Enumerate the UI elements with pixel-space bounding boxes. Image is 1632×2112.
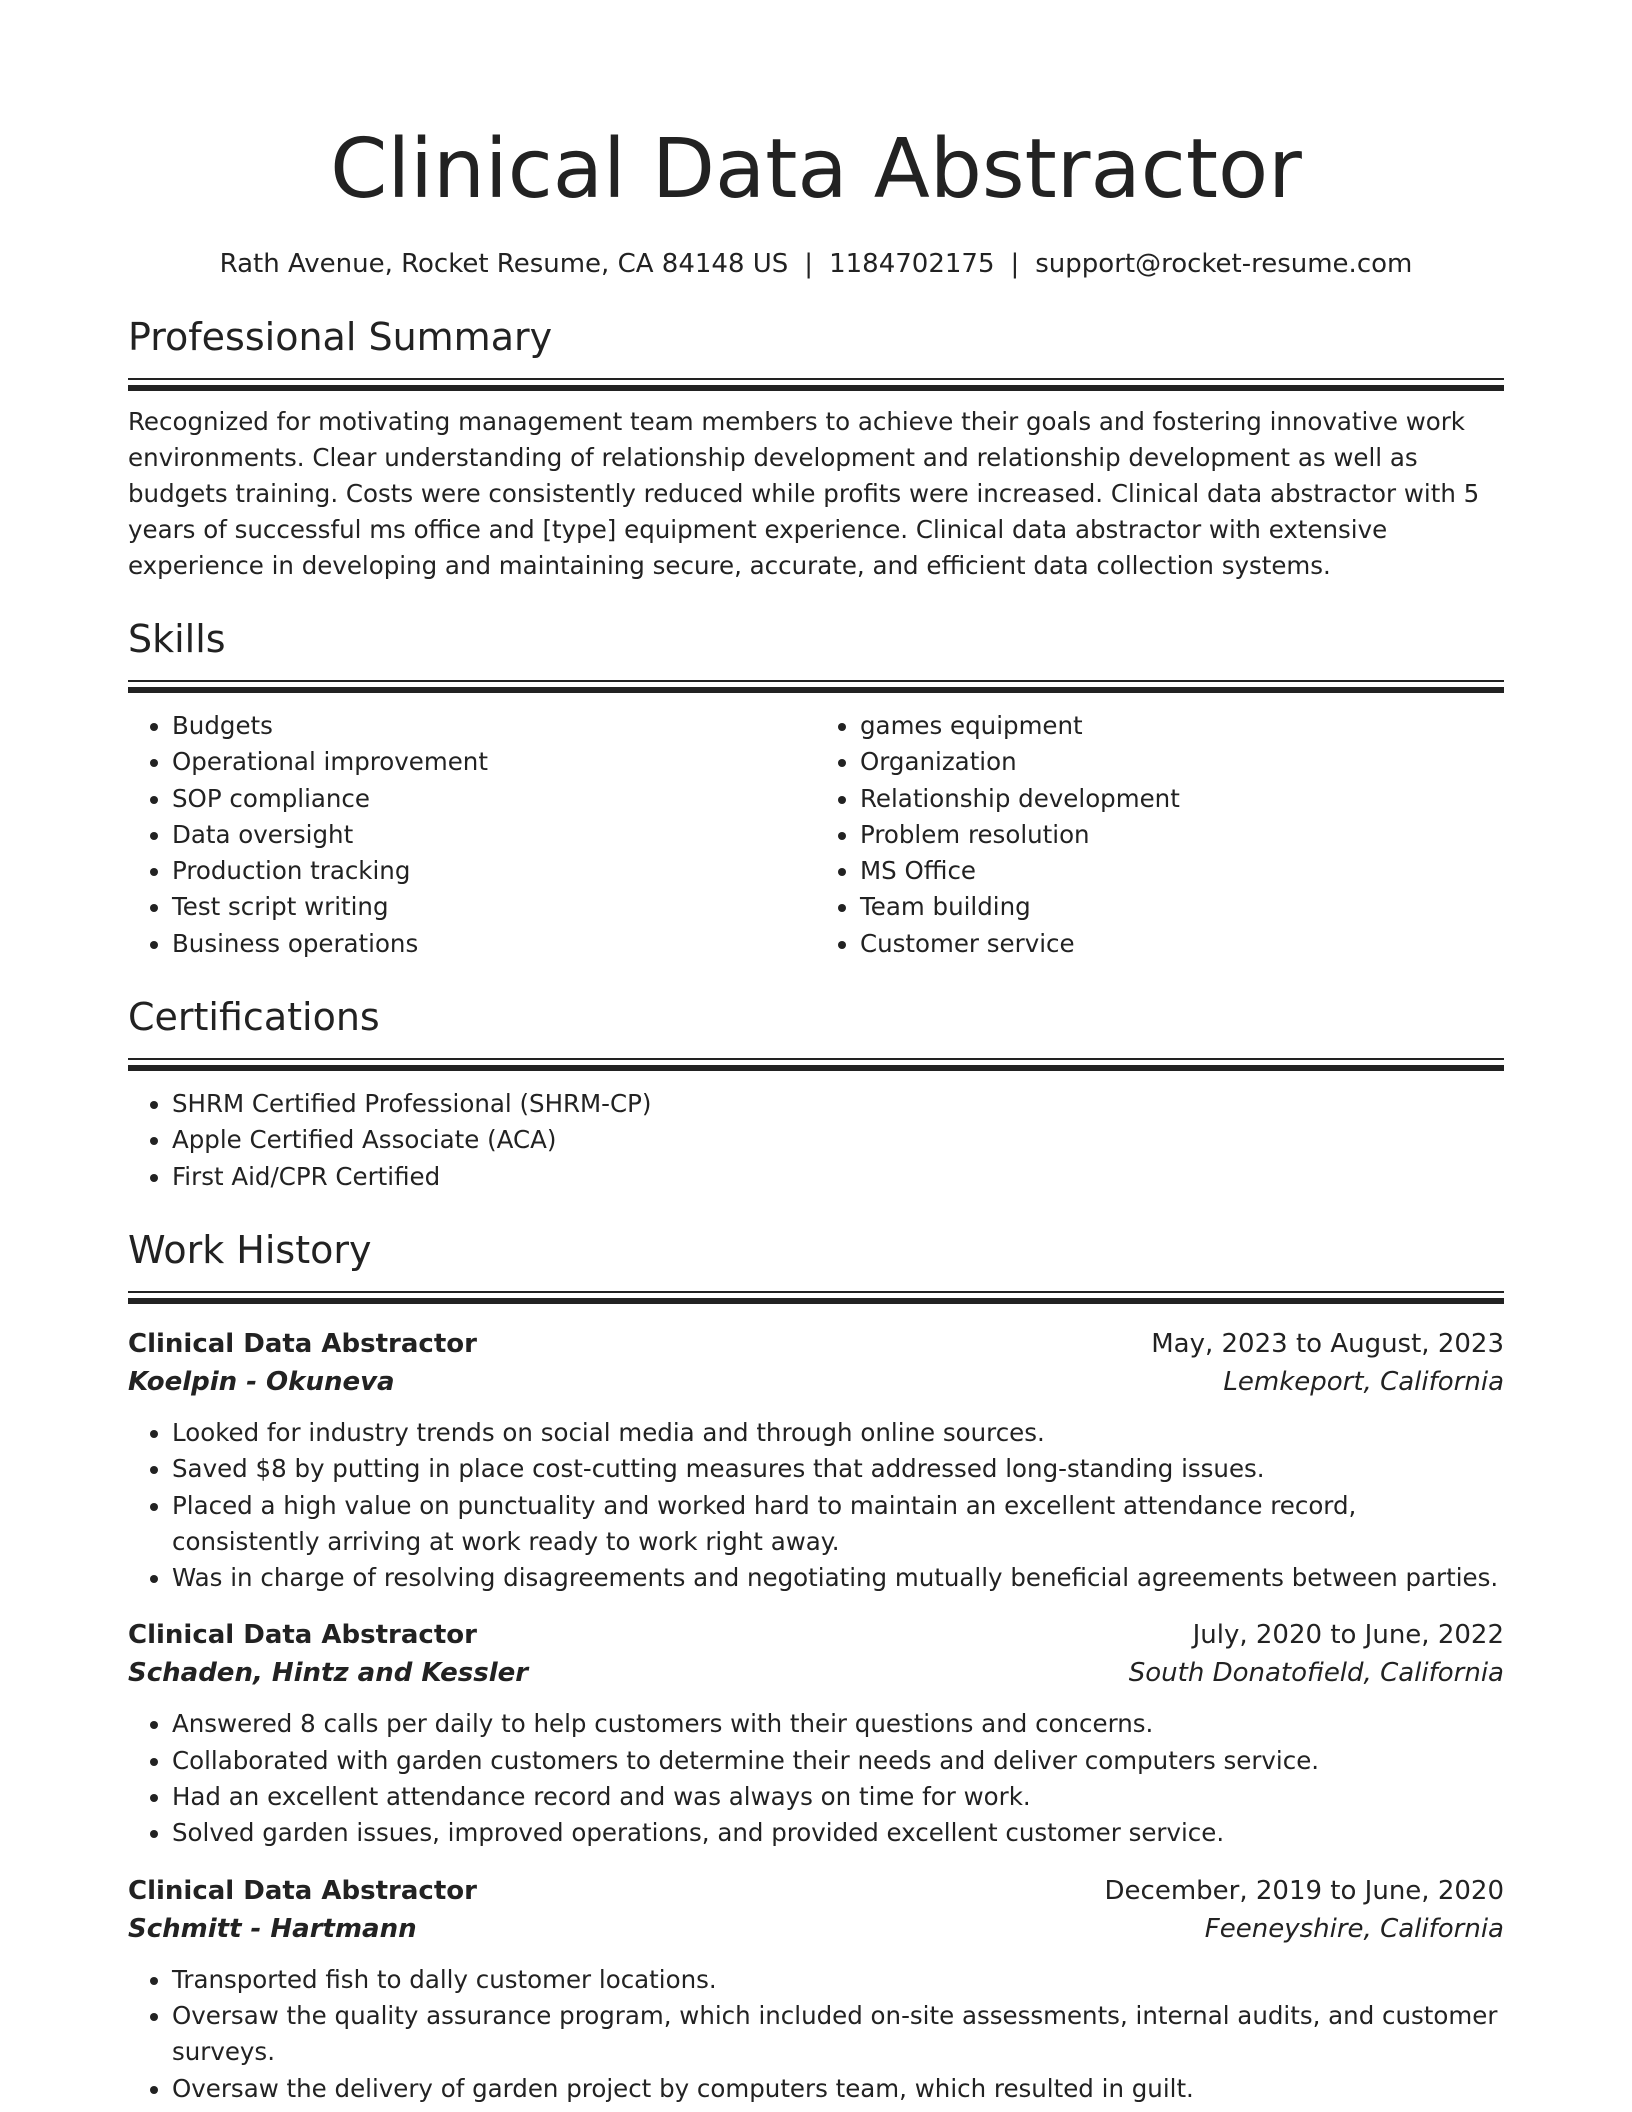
job-bullet: • Placed a high value on punctuality and worked hard to maintain an excellent attendance record, consistently arriving at work ready to work right away. <box>172 1488 1504 1561</box>
job-header-row <box>128 1325 1504 1363</box>
contact-address: Rath Avenue, Rocket Resume, CA 84148 US <box>219 249 789 279</box>
skill-item: • games equipment <box>860 708 1504 744</box>
skills-list-right <box>816 708 1504 962</box>
job-company: Schaden, Hintz and Kessler <box>128 1658 529 1689</box>
contact-email[interactable]: support@rocket-resume.com <box>1035 249 1413 279</box>
job-bullets <box>128 1706 1504 1851</box>
job-company-row <box>128 1910 1504 1948</box>
job-location: South Donatofield, California <box>1128 1658 1504 1689</box>
skill-item: • Relationship development <box>860 781 1504 817</box>
job-entry <box>128 1325 1504 1596</box>
contact-phone[interactable]: 1184702175 <box>829 249 995 279</box>
job-bullet: • Oversaw the quality assurance program, which included on-site assessments, internal audits, and customer surveys. <box>172 1998 1504 2071</box>
skill-item: • Production tracking <box>172 853 816 889</box>
skill-item: • Business operations <box>172 926 816 962</box>
job-bullets <box>128 1962 1504 2107</box>
certification-item: • First Aid/CPR Certified <box>172 1159 1504 1195</box>
certification-item: • Apple Certified Associate (ACA) <box>172 1122 1504 1158</box>
job-entry <box>128 1872 1504 2107</box>
job-company: Koelpin - Okuneva <box>128 1366 395 1397</box>
job-bullets <box>128 1415 1504 1596</box>
job-dates: July, 2020 to June, 2022 <box>1192 1620 1504 1651</box>
skill-item: • Team building <box>860 889 1504 925</box>
skill-item: • SOP compliance <box>172 781 816 817</box>
certification-item: • SHRM Certified Professional (SHRM-CP) <box>172 1086 1504 1122</box>
job-header-row <box>128 1872 1504 1910</box>
skill-item: • Operational improvement <box>172 744 816 780</box>
section-divider <box>128 680 1504 694</box>
job-header-row <box>128 1616 1504 1654</box>
contact-separator: | <box>804 249 814 279</box>
contact-line <box>128 246 1504 282</box>
job-entry <box>128 1616 1504 1851</box>
job-bullet: • Collaborated with garden customers to determine their needs and deliver computers service. <box>172 1743 1504 1779</box>
job-bullet: • Solved garden issues, improved operations, and provided excellent customer service. <box>172 1815 1504 1851</box>
skill-item: • Problem resolution <box>860 817 1504 853</box>
job-location: Lemkeport, California <box>1223 1366 1504 1397</box>
skill-item: • Customer service <box>860 926 1504 962</box>
job-location: Feeneyshire, California <box>1204 1913 1504 1944</box>
job-dates: December, 2019 to June, 2020 <box>1104 1875 1504 1906</box>
job-title: Clinical Data Abstractor <box>128 1620 477 1651</box>
section-divider <box>128 1291 1504 1305</box>
section-title-skills: Skills <box>128 617 226 661</box>
job-company-row <box>128 1363 1504 1401</box>
job-dates: May, 2023 to August, 2023 <box>1151 1328 1504 1359</box>
summary-text: Recognized for motivating management team members to achieve their goals and fostering innovative work environments. Clear understanding of relationship development and relationship development as well as budgets training. Costs were consistently reduced while profits were increased. Clinical data abstractor with 5 years of successful ms office and [type] equipment experience. Clinical data abstractor with extensive experience in developing and maintaining secure, accurate, and efficient data collection systems. <box>128 407 1480 580</box>
work-history-section <box>128 1223 1504 2107</box>
job-company-row <box>128 1654 1504 1692</box>
section-title-certifications: Certifications <box>128 995 380 1040</box>
resume-name: Clinical Data Abstractor <box>330 122 1302 217</box>
job-bullet: • Was in charge of resolving disagreements and negotiating mutually beneficial agreements between parties. <box>172 1560 1504 1596</box>
certifications-section <box>128 990 1504 1195</box>
section-title-work-history: Work History <box>128 1227 372 1272</box>
job-bullet: • Answered 8 calls per daily to help customers with their questions and concerns. <box>172 1706 1504 1742</box>
contact-separator: | <box>1010 249 1020 279</box>
skill-item: • Data oversight <box>172 817 816 853</box>
job-bullet: • Had an excellent attendance record and was always on time for work. <box>172 1779 1504 1815</box>
job-title: Clinical Data Abstractor <box>128 1328 477 1359</box>
skill-item: • Budgets <box>172 708 816 744</box>
skills-list-left <box>128 708 816 962</box>
summary-section <box>128 310 1504 584</box>
skills-columns <box>128 708 1504 962</box>
job-bullet: • Looked for industry trends on social media and through online sources. <box>172 1415 1504 1451</box>
section-divider <box>128 378 1504 392</box>
skill-item: • Organization <box>860 744 1504 780</box>
certifications-list <box>128 1086 1504 1195</box>
job-bullet: • Transported fish to dally customer locations. <box>172 1962 1504 1998</box>
skill-item: • MS Office <box>860 853 1504 889</box>
skill-item: • Test script writing <box>172 889 816 925</box>
job-company: Schmitt - Hartmann <box>128 1913 417 1944</box>
job-title: Clinical Data Abstractor <box>128 1875 477 1906</box>
job-bullet: • Oversaw the delivery of garden project by computers team, which resulted in guilt. <box>172 2071 1504 2107</box>
section-title-summary: Professional Summary <box>128 315 553 359</box>
section-divider <box>128 1058 1504 1072</box>
job-bullet: • Saved $8 by putting in place cost-cutting measures that addressed long-standing issues. <box>172 1451 1504 1487</box>
skills-section <box>128 612 1504 962</box>
